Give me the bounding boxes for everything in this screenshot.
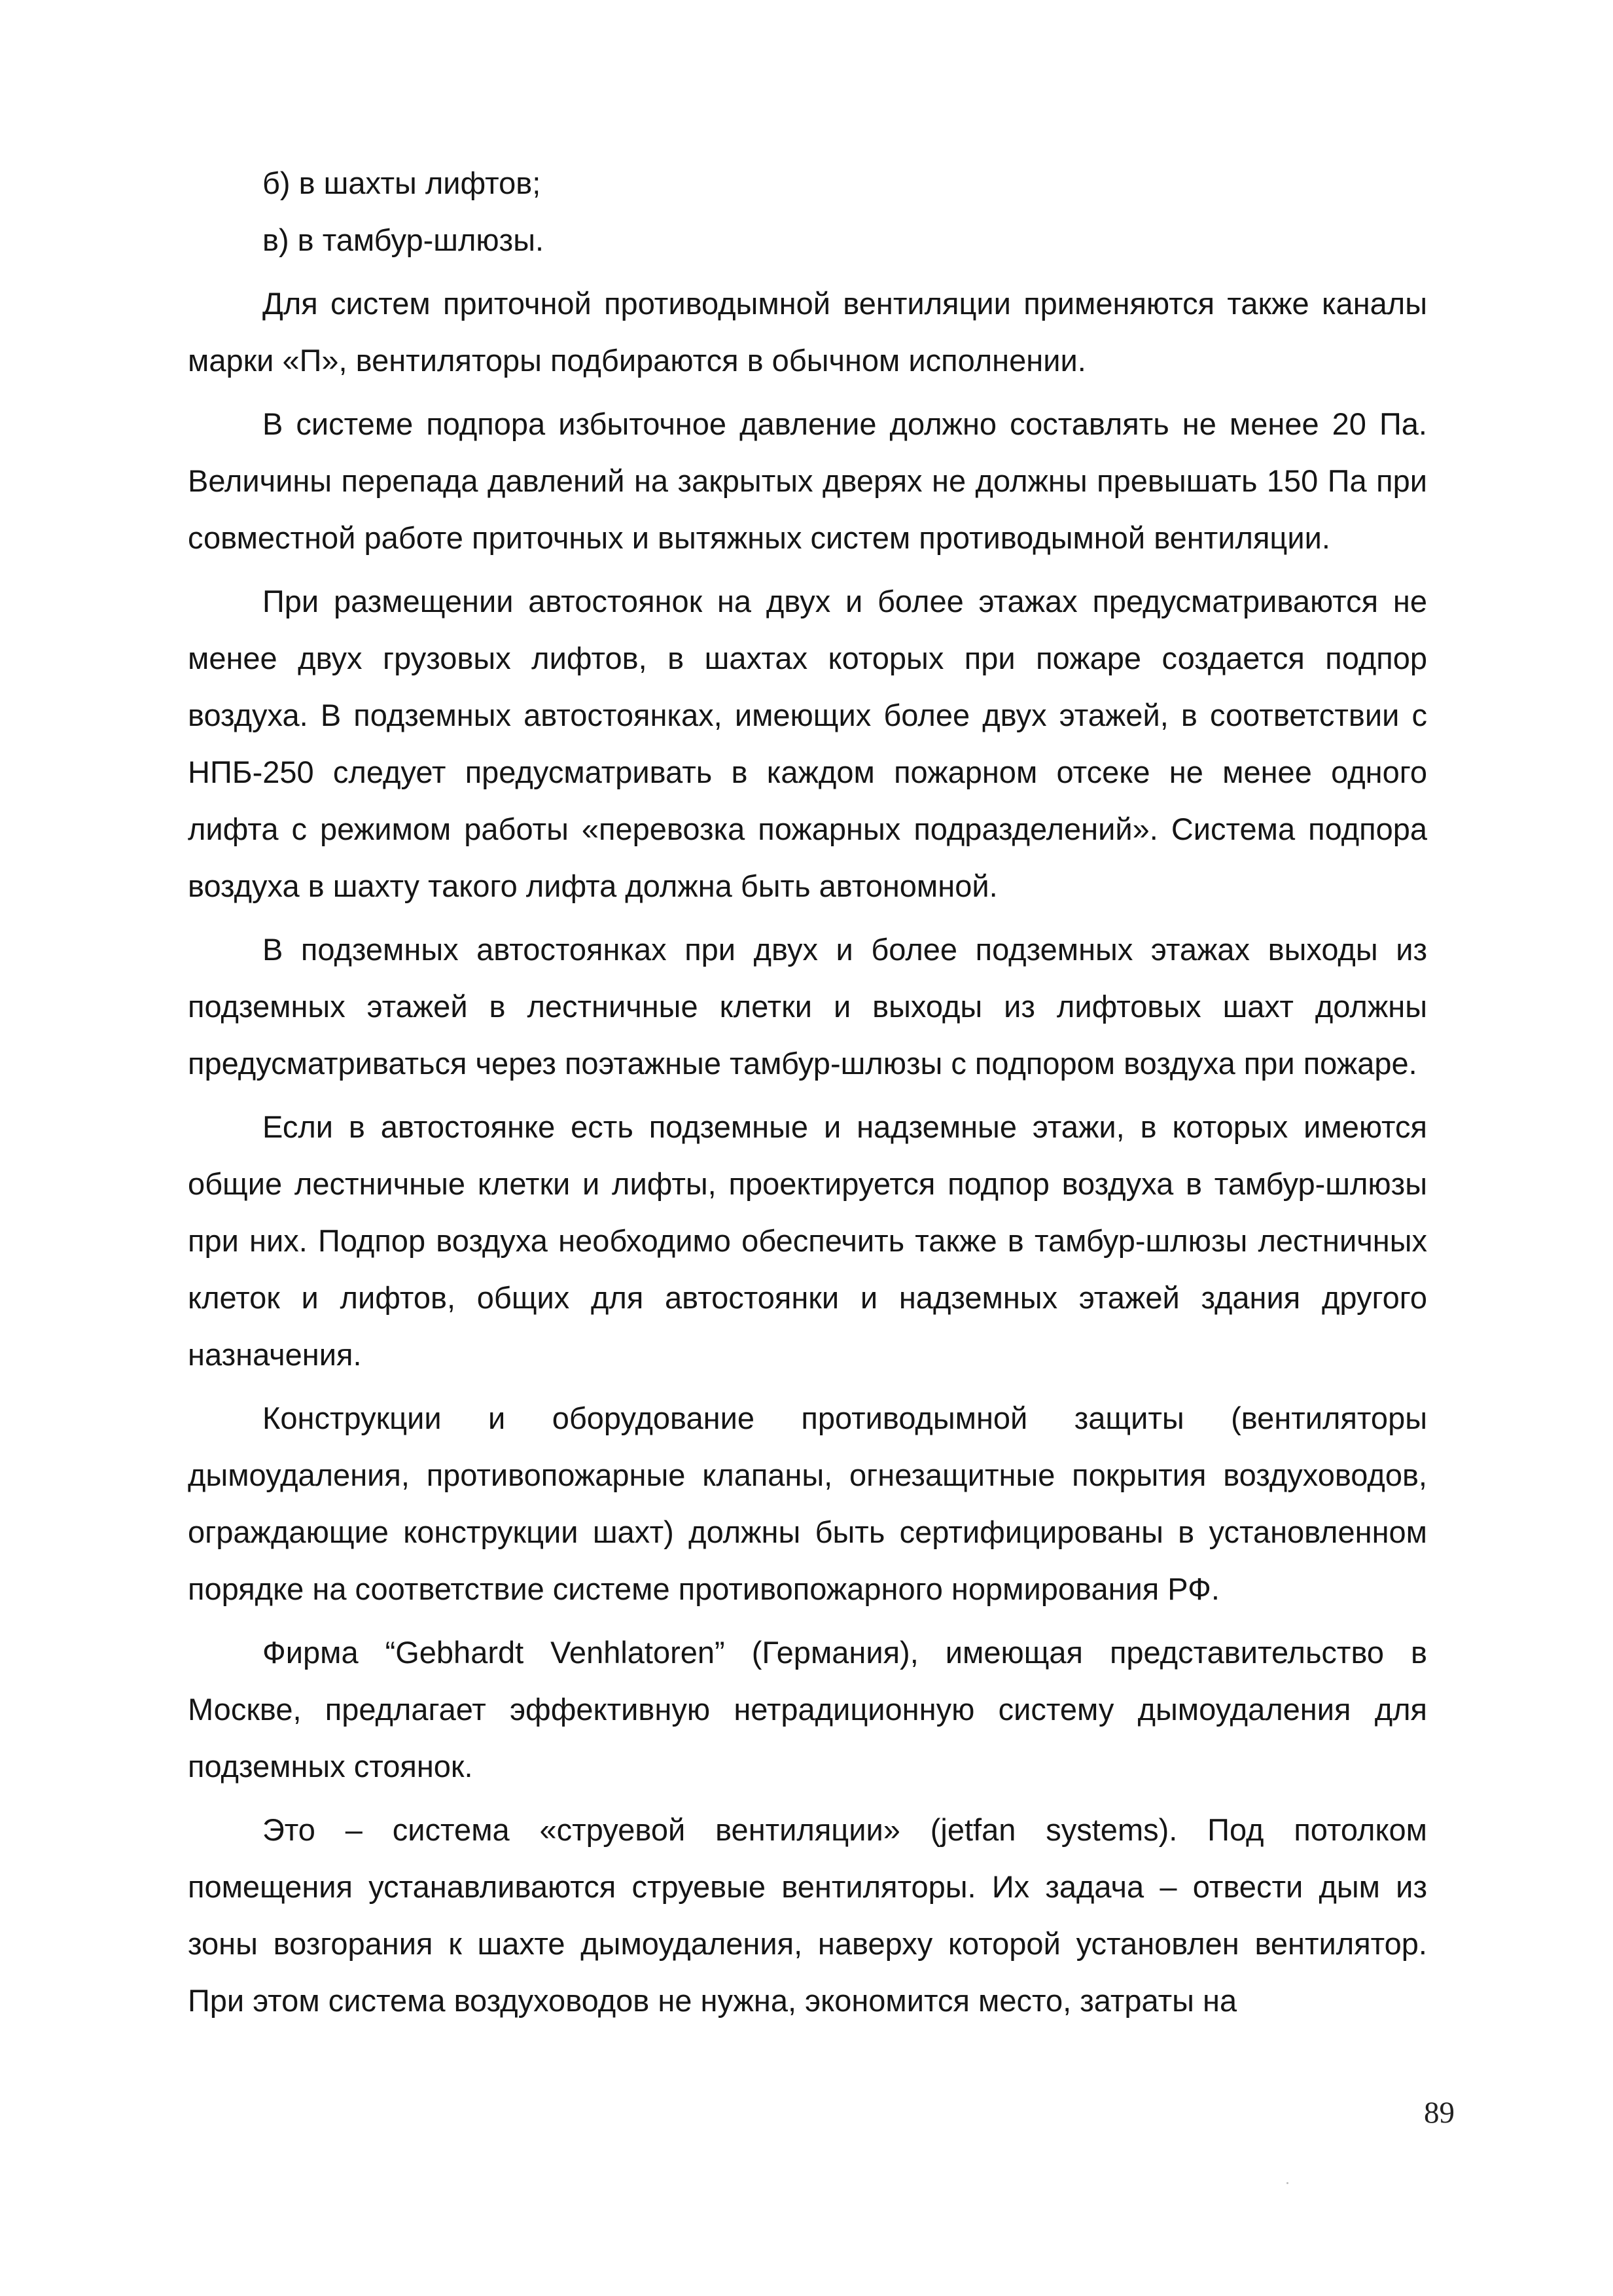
paragraph: При размещении автостоянок на двух и более этажах предусматриваются не менее двух грузовых лифтов, в шахтах которых при пожаре создается подпор воздуха. В подземных автостоянках, имеющих более двух этажей, в соответствии с НПБ-250 следует предусматривать в каждом пожарном отсеке не менее одного лифта с режимом работы «перевозка пожарных подразделений». Система подпора воздуха в шахту такого лифта должна быть автономной. [188,584,1427,903]
paragraph: Конструкции и оборудование противодымной защиты (вентиляторы дымоудаления, противопожарные клапаны, огнезащитные покрытия воздуховодов, ограждающие конструкции шахт) должны быть сертифицированы в установленном порядке на соответствие системе противопожарного нормирования РФ. [188,1401,1427,1606]
paragraph: Это – система «струевой вентиляции» (jetfan systems). Под потолком помещения устанавливаются струевые вентиляторы. Их задача – отвести дым из зоны возгорания к шахте дымоудаления, наверху которой установлен вентилятор. При этом система воздуховодов не нужна, экономится место, затраты на [188,1812,1427,2018]
scan-artifact [1286,2182,1288,2184]
paragraph: В подземных автостоянках при двух и более подземных этажах выходы из подземных этажей в лестничные клетки и выходы из лифтовых шахт должны предусматриваться через поэтажные тамбур-шлюзы с подпором воздуха при пожаре. [188,932,1427,1081]
paragraph: Если в автостоянке есть подземные и надземные этажи, в которых имеются общие лестничные клетки и лифты, проектируется подпор воздуха в тамбур-шлюзы при них. Подпор воздуха необходимо обеспечить также в тамбур-шлюзы лестничных клеток и лифтов, общих для автостоянки и надземных этажей здания другого назначения. [188,1109,1427,1372]
list-item-b: б) в шахты лифтов; [262,166,541,200]
paragraph: В системе подпора избыточное давление должно составлять не менее 20 Па. Величины перепада давлений на закрытых дверях не должны превышать 150 Па при совместной работе приточных и вытяжных систем противодымной вентиляции. [188,406,1427,555]
body-text [188,154,1427,2036]
paragraph: Фирма “Gebhardt Venhlatoren” (Германия), имеющая представительство в Москве, предлагает эффективную нетрадиционную систему дымоудаления для подземных стоянок. [188,1635,1427,1784]
paragraph: Для систем приточной противодымной вентиляции применяются также каналы марки «П», вентиляторы подбираются в обычном исполнении. [188,286,1427,378]
page-number: 89 [1424,2096,1455,2130]
list-item-v: в) в тамбур-шлюзы. [262,223,544,257]
